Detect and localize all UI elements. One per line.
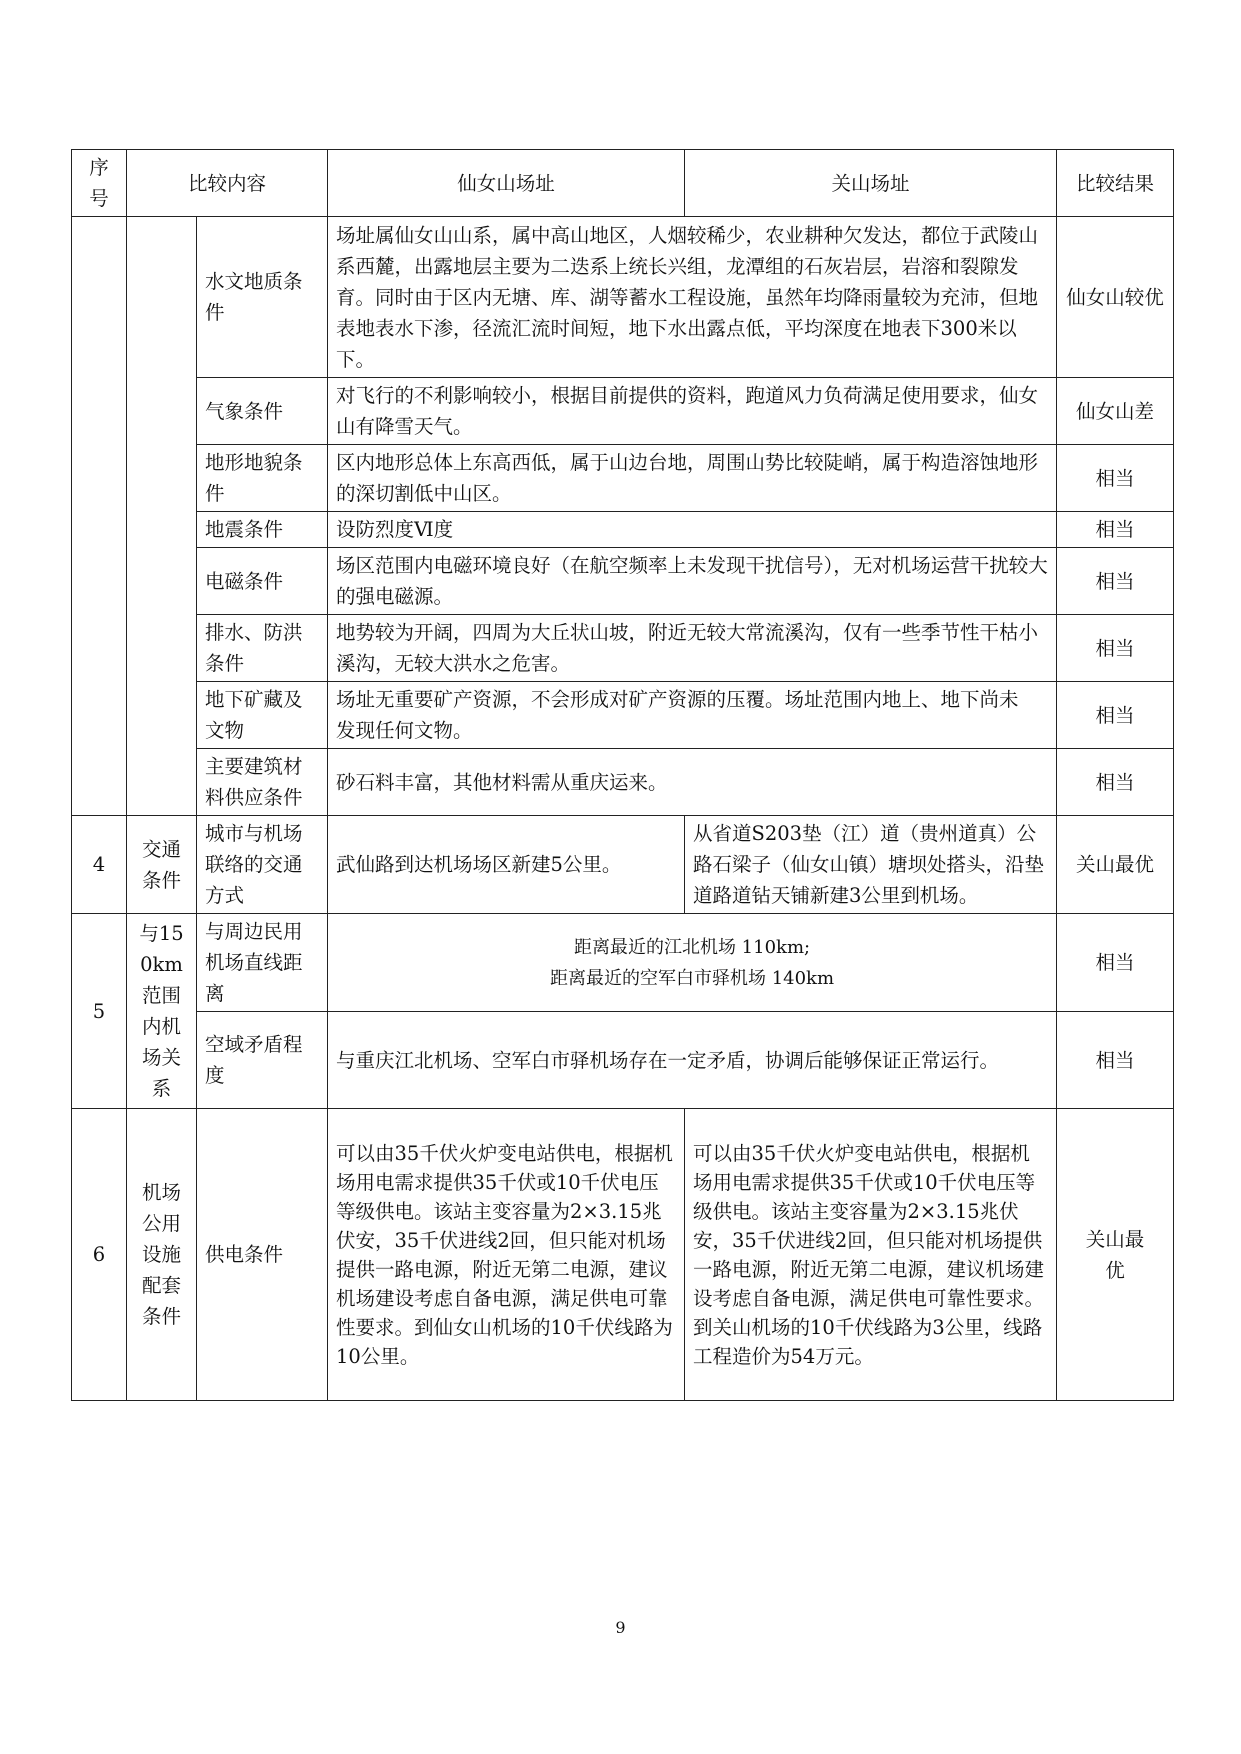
result-airspace: 相当	[1057, 1012, 1174, 1109]
comparison-table	[71, 149, 1174, 1401]
desc-airport-distance-line1: 距离最近的江北机场 110km;	[573, 936, 811, 958]
desc-terrain: 区内地形总体上东高西低，属于山边台地，周围山势比较陡峭，属于构造溶蚀地形的深切割低中山区。	[328, 445, 1057, 512]
desc-weather: 对飞行的不利影响较小，根据目前提供的资料，跑道风力负荷满足使用要求，仙女山有降雪天气。	[328, 378, 1057, 445]
result-drainage: 相当	[1057, 615, 1174, 682]
table-row	[72, 1109, 1174, 1401]
header-seq: 序号	[72, 150, 127, 217]
result-seismic: 相当	[1057, 512, 1174, 548]
desc-seismic: 设防烈度Ⅵ度	[328, 512, 1057, 548]
desc-drainage: 地势较为开阔，四周为大丘状山坡，附近无较大常流溪沟，仅有一些季节性干枯小溪沟，无较大洪水之危害。	[328, 615, 1057, 682]
item-power: 供电条件	[197, 1109, 328, 1401]
desc-airport-distance	[328, 914, 1057, 1012]
desc-airspace: 与重庆江北机场、空军白市驿机场存在一定矛盾，协调后能够保证正常运行。	[328, 1012, 1057, 1109]
seq-power: 6	[72, 1109, 127, 1401]
header-content: 比较内容	[127, 150, 328, 217]
table-row	[72, 1012, 1174, 1109]
table-row	[72, 548, 1174, 615]
header-row	[72, 150, 1174, 217]
traffic-site-b: 从省道S203垫（江）道（贵州道真）公路石梁子（仙女山镇）塘坝处搭头，沿垫道路道钻天铺新建3公里到机场。	[685, 816, 1057, 914]
seq-airports: 5	[72, 914, 127, 1109]
header-site-a: 仙女山场址	[328, 150, 685, 217]
item-minerals: 地下矿藏及文物	[197, 682, 328, 749]
page-number: 9	[615, 1618, 626, 1637]
item-airport-distance: 与周边民用机场直线距离	[197, 914, 328, 1012]
seq-traffic: 4	[72, 816, 127, 914]
item-traffic: 城市与机场联络的交通方式	[197, 816, 328, 914]
desc-minerals-line1: 场址无重要矿产资源，不会形成对矿产资源的压覆。场址范围内地上、地下尚未	[336, 688, 1019, 711]
desc-materials: 砂石料丰富，其他材料需从重庆运来。	[328, 749, 1057, 816]
desc-minerals	[328, 682, 1057, 749]
table-row	[72, 682, 1174, 749]
desc-minerals-line2: 发现任何文物。	[336, 719, 473, 742]
desc-airport-distance-line2: 距离最近的空军白市驿机场 140km	[549, 967, 835, 989]
item-weather: 气象条件	[197, 378, 328, 445]
item-drainage: 排水、防洪条件	[197, 615, 328, 682]
table-row	[72, 445, 1174, 512]
desc-em: 场区范围内电磁环境良好（在航空频率上未发现干扰信号），无对机场运营干扰较大的强电磁源。	[328, 548, 1057, 615]
result-materials: 相当	[1057, 749, 1174, 816]
group-power: 机场公用设施配套条件	[127, 1109, 197, 1401]
traffic-site-a: 武仙路到达机场场区新建5公里。	[328, 816, 685, 914]
table-row	[72, 914, 1174, 1012]
item-hydro: 水文地质条件	[197, 217, 328, 378]
result-weather: 仙女山差	[1057, 378, 1174, 445]
result-power: 关山最优	[1057, 1109, 1174, 1401]
power-site-b: 可以由35千伏火炉变电站供电，根据机场用电需求提供35千伏或10千伏电压等级供电。该站主变容量为2×3.15兆伏安，35千伏进线2回，但只能对机场提供一路电源，附近无第二电源，建议机场建设考虑自备电源，满足供电可靠性要求。到关山机场的10千伏线路为3公里，线路工程造价为54万元。	[685, 1109, 1057, 1401]
header-site-b: 关山场址	[685, 150, 1057, 217]
result-airport-distance: 相当	[1057, 914, 1174, 1012]
table-row	[72, 749, 1174, 816]
table-row	[72, 512, 1174, 548]
table-row	[72, 816, 1174, 914]
group-traffic: 交通条件	[127, 816, 197, 914]
seq-cell-empty	[72, 217, 127, 816]
power-site-a: 可以由35千伏火炉变电站供电，根据机场用电需求提供35千伏或10千伏电压等级供电。该站主变容量为2×3.15兆伏安，35千伏进线2回，但只能对机场提供一路电源，附近无第二电源，建议机场建设考虑自备电源，满足供电可靠性要求。到仙女山机场的10千伏线路为10公里。	[328, 1109, 685, 1401]
group-cell-empty	[127, 217, 197, 816]
result-terrain: 相当	[1057, 445, 1174, 512]
item-materials: 主要建筑材料供应条件	[197, 749, 328, 816]
desc-hydro: 场址属仙女山山系，属中高山地区，人烟较稀少，农业耕种欠发达，都位于武陵山系西麓，出露地层主要为二迭系上统长兴组，龙潭组的石灰岩层，岩溶和裂隙发育。同时由于区内无塘、库、湖等蓄水工程设施，虽然年均降雨量较为充沛，但地表地表水下渗，径流汇流时间短，地下水出露点低，平均深度在地表下300米以下。	[328, 217, 1057, 378]
result-hydro: 仙女山较优	[1057, 217, 1174, 378]
result-em: 相当	[1057, 548, 1174, 615]
table-row	[72, 378, 1174, 445]
item-em: 电磁条件	[197, 548, 328, 615]
item-airspace: 空域矛盾程度	[197, 1012, 328, 1109]
table-row	[72, 217, 1174, 378]
item-terrain: 地形地貌条件	[197, 445, 328, 512]
header-result: 比较结果	[1057, 150, 1174, 217]
item-seismic: 地震条件	[197, 512, 328, 548]
result-traffic: 关山最优	[1057, 816, 1174, 914]
result-minerals: 相当	[1057, 682, 1174, 749]
table-row	[72, 615, 1174, 682]
group-airports: 与150km范围内机场关系	[127, 914, 197, 1109]
